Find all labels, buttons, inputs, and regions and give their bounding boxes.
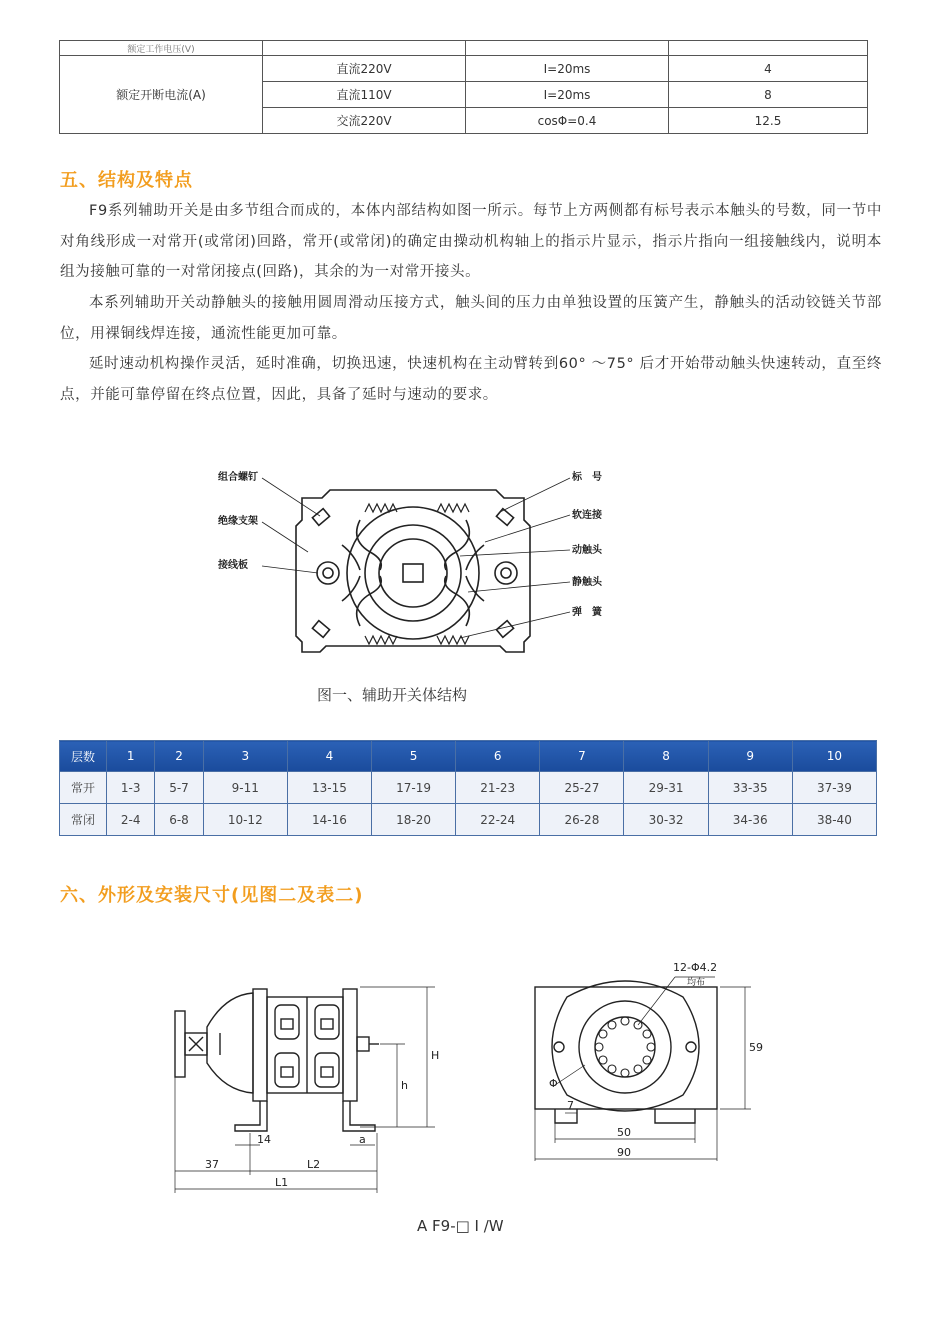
table-row-label: 额定开断电流(A) <box>60 56 263 134</box>
table-cell: 交流220V <box>263 108 466 134</box>
table-cell: 9-11 <box>203 772 287 804</box>
table-header-cell: 6 <box>456 741 540 772</box>
table-header-cell: 3 <box>203 741 287 772</box>
table-cell: 18-20 <box>372 804 456 836</box>
dim-H: H <box>431 1049 440 1062</box>
table-header-cell: 10 <box>792 741 876 772</box>
table-row <box>60 804 877 836</box>
table-cell: 1-3 <box>107 772 155 804</box>
label-soft-connection: 软连接 <box>572 510 602 521</box>
table-cell: 38-40 <box>792 804 876 836</box>
dim-holes: 12-Φ4.2 <box>673 961 718 974</box>
dim-phi: Φ <box>549 1077 558 1090</box>
table-cell: 8 <box>669 82 868 108</box>
table-header-cell: 8 <box>624 741 708 772</box>
dim-L2: L2 <box>307 1158 321 1171</box>
table-header-cell: 9 <box>708 741 792 772</box>
table-cell: 5-7 <box>155 772 203 804</box>
rated-current-table <box>59 40 868 134</box>
figure1-structure-diagram <box>210 460 630 660</box>
table-cell: I=20ms <box>466 56 669 82</box>
table-header-cell: 1 <box>107 741 155 772</box>
dim-59: 59 <box>749 1041 763 1054</box>
table-cell: 17-19 <box>372 772 456 804</box>
table-row-label: 常开 <box>60 772 107 804</box>
dim-7: 7 <box>567 1099 574 1112</box>
partial-row-label: 额定工作电压(V) <box>60 41 263 56</box>
table-cell: 13-15 <box>287 772 371 804</box>
dim-h: h <box>401 1079 408 1092</box>
label-moving-contact: 动触头 <box>572 545 602 556</box>
table-header-cell: 4 <box>287 741 371 772</box>
table-header-row <box>60 741 877 772</box>
label-combo-screw: 组合螺钉 <box>218 472 258 483</box>
label-number-mark: 标 号 <box>572 472 602 483</box>
label-insulating-bracket: 绝缘支架 <box>218 516 258 527</box>
table-cell: 29-31 <box>624 772 708 804</box>
label-spring: 弹 簧 <box>572 607 602 618</box>
table-cell: 37-39 <box>792 772 876 804</box>
label-terminal-plate: 接线板 <box>218 560 248 571</box>
figure2-caption: A F9-□ I /W <box>417 1217 504 1235</box>
table-cell: 14-16 <box>287 804 371 836</box>
table-cell: 4 <box>669 56 868 82</box>
section5-paragraph-2: 本系列辅助开关动静触头的接触用圆周滑动压接方式，触头间的压力由单独设置的压簧产生，静触头的活动铰链关节部位，用裸铜线焊连接，通流性能更加可靠。 <box>60 295 882 342</box>
table-header-cell: 5 <box>372 741 456 772</box>
dim-holes-sub: 均布 <box>687 978 706 988</box>
figure1-caption: 图一、辅助开关体结构 <box>317 686 468 704</box>
table-cell: 21-23 <box>456 772 540 804</box>
table-cell: 10-12 <box>203 804 287 836</box>
table-cell: 26-28 <box>540 804 624 836</box>
section5-paragraph-3: 延时速动机构操作灵活，延时准确，切换迅速，快速机构在主动臂转到60° ～75° 后才开始带动触头快速转动，直至终点，并能可靠停留在终点位置，因此，具备了延时与速动的要求。 <box>60 356 882 403</box>
table-cell: 6-8 <box>155 804 203 836</box>
table-cell: 22-24 <box>456 804 540 836</box>
table-cell: cosΦ=0.4 <box>466 108 669 134</box>
table-cell: 25-27 <box>540 772 624 804</box>
table-header-cell: 2 <box>155 741 203 772</box>
table-cell: I=20ms <box>466 82 669 108</box>
table-cell: 12.5 <box>669 108 868 134</box>
label-static-contact: 静触头 <box>572 577 602 588</box>
table-header-cell: 7 <box>540 741 624 772</box>
dim-50: 50 <box>617 1126 631 1139</box>
dim-37: 37 <box>205 1158 219 1171</box>
table-header-cell: 层数 <box>60 741 107 772</box>
figure2-side-view <box>165 975 445 1200</box>
table-cell: 直流220V <box>263 56 466 82</box>
dim-L1: L1 <box>275 1176 289 1189</box>
table-row-label: 常闭 <box>60 804 107 836</box>
section6-heading: 六、外形及安装尺寸(见图二及表二) <box>60 885 364 906</box>
contact-layer-table <box>59 740 877 836</box>
table-cell: 30-32 <box>624 804 708 836</box>
dim-14: 14 <box>257 1133 271 1146</box>
dim-90: 90 <box>617 1146 631 1159</box>
dim-a: a <box>359 1133 366 1146</box>
table-cell: 2-4 <box>107 804 155 836</box>
figure2-front-view <box>525 955 765 1170</box>
section5-paragraph-1: F9系列辅助开关是由多节组合而成的，本体内部结构如图一所示。每节上方两侧都有标号表示本触头的号数，同一节中对角线形成一对常开(或常闭)回路，常开(或常闭)的确定由操动机构轴上的指示片显示，指示片指向一组接触线内，说明本组为接触可靠的一对常闭接点(回路)，其余的为一对常开接头。 <box>60 203 882 280</box>
table-cell: 33-35 <box>708 772 792 804</box>
table-cell: 34-36 <box>708 804 792 836</box>
table-row <box>60 772 877 804</box>
table-cell: 直流110V <box>263 82 466 108</box>
section5-heading: 五、结构及特点 <box>60 170 193 191</box>
